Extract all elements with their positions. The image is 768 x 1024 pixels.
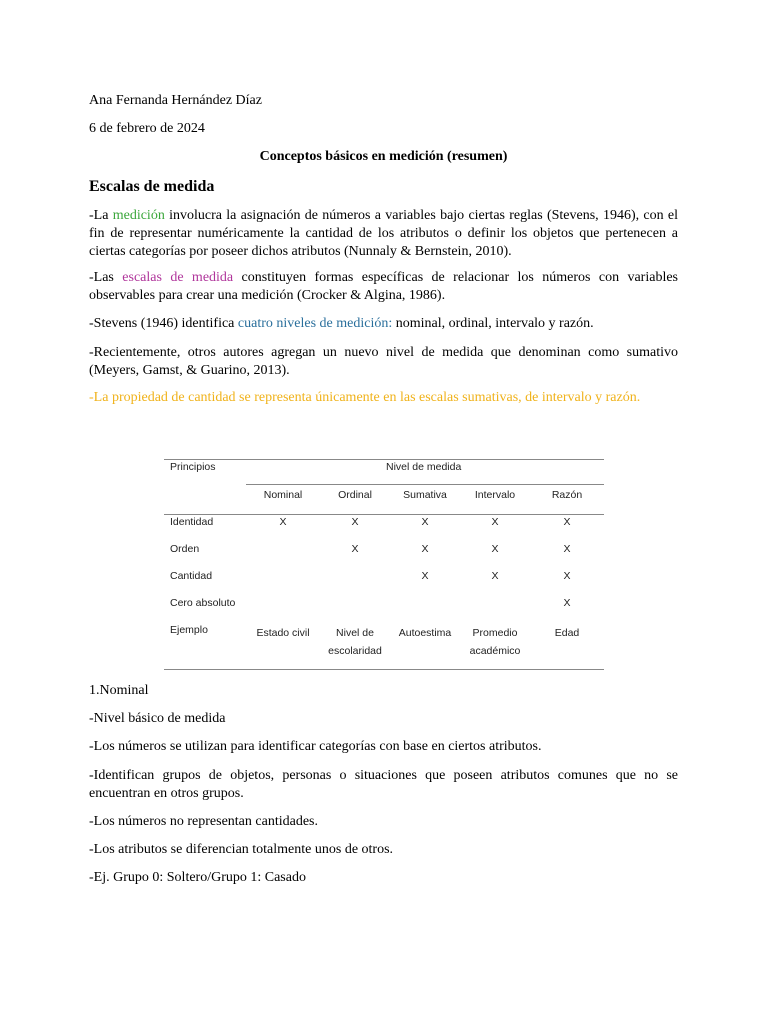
text: -La [89, 208, 113, 223]
text: Promedio [472, 627, 518, 639]
paragraph-sumativo: -Recientemente, otros autores agregan un nuevo nivel de medida que denominan como sumativo (Meyers, Gamst, & Guarino, 2013). [89, 345, 678, 378]
text: Estado civil [256, 627, 310, 639]
column-header: Intervalo [474, 489, 516, 501]
measurement-levels-table [164, 459, 604, 671]
text: constituyen formas específicas de relacionar los números con variables observables para crear una medición (Crocker & Algina, 1986). [89, 270, 678, 303]
column-header: Ordinal [338, 489, 372, 501]
list-item: -Identifican grupos de objetos, personas o situaciones que poseen atributos comunes que no se encuentran en otros grupos. [89, 768, 678, 801]
text: -Stevens (1946) identifica [89, 316, 238, 331]
row-label: Identidad [170, 516, 214, 528]
highlight-medicion: medición [112, 208, 165, 223]
column-header: Sumativa [403, 489, 447, 501]
table-subheader-rule [246, 484, 604, 485]
example-cell [250, 624, 316, 642]
list-item: -Nivel básico de medida [89, 711, 226, 726]
paragraph-stevens [89, 315, 678, 333]
table-cell: X [421, 516, 429, 528]
row-label: Orden [170, 543, 200, 555]
row-label: Cero absoluto [170, 597, 236, 609]
text: - [89, 390, 94, 405]
author-name: Ana Fernanda Hernández Díaz [89, 93, 262, 108]
nominal-heading: 1.Nominal [89, 683, 149, 698]
text: Nivel de [336, 627, 374, 639]
example-cell [462, 624, 528, 660]
text: nominal, ordinal, intervalo y razón. [392, 316, 594, 331]
highlight-escalas: escalas de medida [122, 270, 234, 285]
table-top-rule [164, 459, 604, 460]
example-cell [322, 624, 388, 660]
column-header: Razón [551, 489, 583, 501]
table-cell: X [563, 570, 571, 582]
paragraph-escalas [89, 269, 678, 305]
document-date: 6 de febrero de 2024 [89, 121, 205, 136]
paragraph-cantidad [89, 389, 678, 407]
table-cell: X [491, 543, 499, 555]
text: académico [469, 645, 521, 657]
table-cell: X [491, 570, 499, 582]
table-cell: X [351, 543, 359, 555]
list-item: -Los números se utilizan para identificar categorías con base en ciertos atributos. [89, 739, 542, 754]
table-header-rule [164, 514, 604, 515]
text: Edad [554, 627, 580, 639]
example-cell [534, 624, 600, 642]
table-header-principios: Principios [170, 461, 216, 473]
table-cell: X [421, 543, 429, 555]
text: involucra la asignación de números a variables bajo ciertas reglas (Stevens, 1946), con el fin de representar numéricamente la cantidad de los atributos o definir los objetos que pertenecen a ciertas categorías por poseer dichos atributos (Nunnaly & Bernstein, 2010). [89, 208, 678, 259]
text: escolaridad [328, 645, 382, 657]
table-cell: X [563, 597, 571, 609]
table-cell: X [351, 516, 359, 528]
table-cell: X [563, 543, 571, 555]
table-cell: X [279, 516, 287, 528]
highlight-niveles: cuatro niveles de medición: [237, 316, 393, 331]
paragraph-medicion [89, 207, 678, 261]
table-header-nivel: Nivel de medida [386, 461, 462, 473]
table-cell: X [421, 570, 429, 582]
row-label-ejemplo: Ejemplo [170, 624, 208, 636]
section-heading: Escalas de medida [89, 178, 215, 195]
column-header: Nominal [263, 489, 303, 501]
list-item: -Ej. Grupo 0: Soltero/Grupo 1: Casado [89, 870, 306, 885]
table-bottom-rule [164, 669, 604, 670]
text: -Las [89, 270, 123, 285]
text: Autoestima [398, 627, 452, 639]
table-cell: X [491, 516, 499, 528]
row-label: Cantidad [170, 570, 213, 582]
example-cell [392, 624, 458, 642]
table-cell: X [563, 516, 571, 528]
list-item: -Los atributos se diferencian totalmente unos de otros. [89, 842, 394, 857]
highlight-cantidad: La propiedad de cantidad se representa únicamente en las escalas sumativas, de intervalo y razón. [93, 390, 641, 405]
list-item: -Los números no representan cantidades. [89, 814, 318, 829]
document-title: Conceptos básicos en medición (resumen) [259, 149, 508, 164]
